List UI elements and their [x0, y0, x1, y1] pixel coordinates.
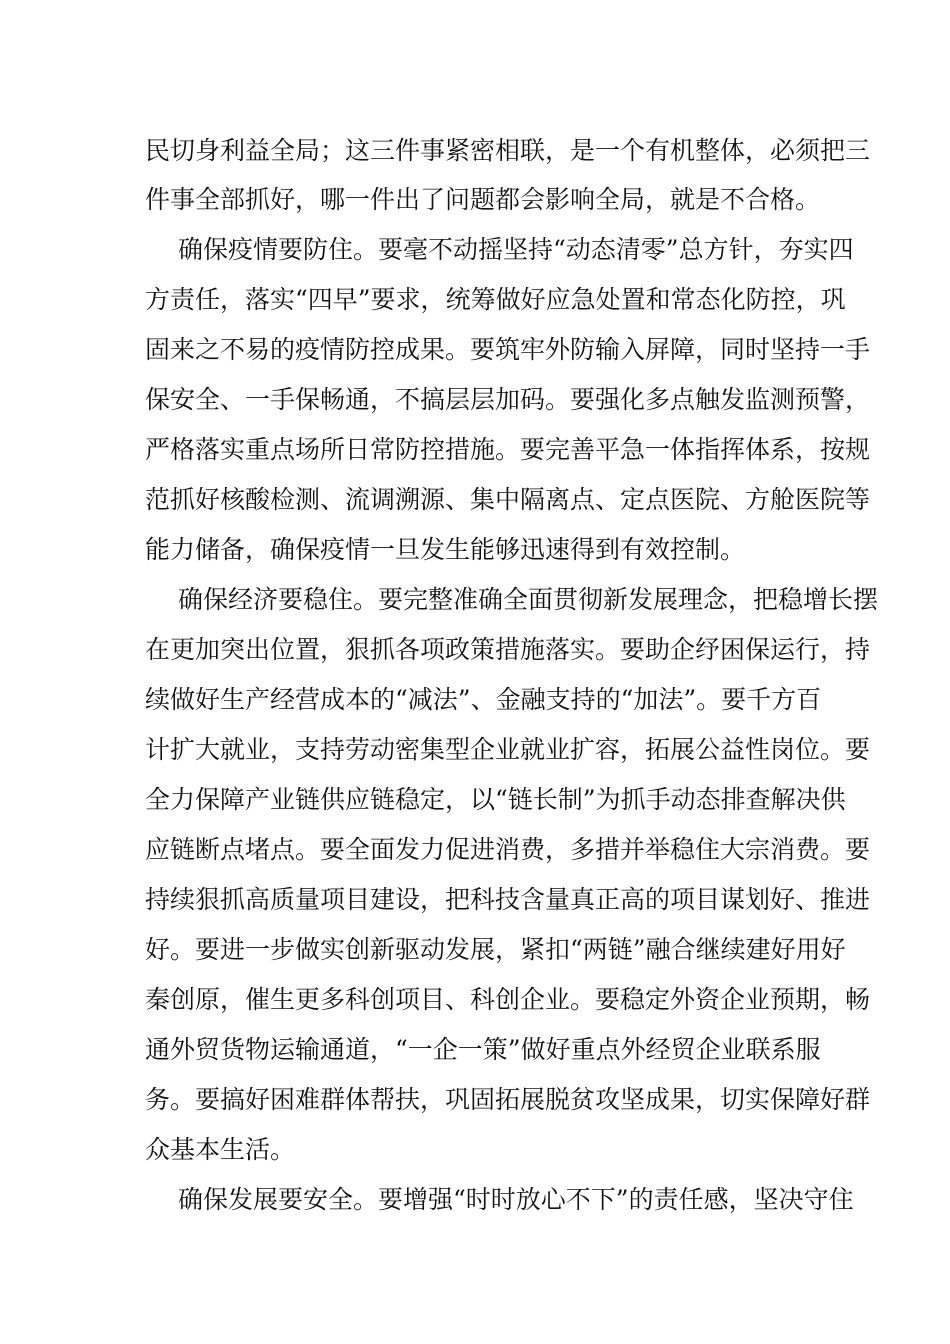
paragraph-first-line: 确保发展要安全。要增强“时时放心不下”的责任感，坚决守住: [178, 1185, 854, 1214]
body-line: 固来之不易的疫情防控成果。要筑牢外防输入屏障，同时坚持一手: [145, 335, 871, 364]
body-line: 在更加突出位置，狠抓各项政策措施落实。要助企纾困保运行，持: [145, 635, 871, 664]
body-line: 应链断点堵点。要全面发力促进消费，多措并举稳住大宗消费。要: [145, 835, 871, 864]
body-line: 秦创原，催生更多科创项目、科创企业。要稳定外资企业预期，畅: [145, 985, 871, 1014]
body-line: 通外贸货物运输通道，“一企一策”做好重点外经贸企业联系服: [145, 1035, 821, 1064]
body-line: 务。要搞好困难群体帮扶，巩固拓展脱贫攻坚成果，切实保障好群: [145, 1085, 871, 1114]
body-line: 民切身利益全局；这三件事紧密相联，是一个有机整体，必须把三: [145, 136, 871, 165]
body-line: 方责任，落实“四早”要求，统筹做好应急处置和常态化防控，巩: [145, 285, 846, 314]
body-line: 能力储备，确保疫情一旦发生能够迅速得到有效控制。: [145, 535, 746, 564]
paragraph-first-line: 确保经济要稳住。要完整准确全面贯彻新发展理念，把稳增长摆: [178, 585, 879, 614]
body-line: 持续狠抓高质量项目建设，把科技含量真正高的项目谋划好、推进: [145, 885, 871, 914]
body-line: 严格落实重点场所日常防控措施。要完善平急一体指挥体系，按规: [145, 435, 871, 464]
body-line: 全力保障产业链供应链稳定，以“链长制”为抓手动态排查解决供: [145, 785, 846, 814]
body-line: 好。要进一步做实创新驱动发展，紧扣“两链”融合继续建好用好: [145, 935, 846, 964]
paragraph-first-line: 确保疫情要防住。要毫不动摇坚持“动态清零”总方针，夯实四: [178, 235, 854, 264]
body-line: 众基本生活。: [145, 1135, 296, 1164]
body-line: 范抓好核酸检测、流调溯源、集中隔离点、定点医院、方舱医院等: [145, 485, 871, 514]
body-line: 件事全部抓好，哪一件出了问题都会影响全局，就是不合格。: [145, 185, 821, 214]
body-line: 续做好生产经营成本的“减法”、金融支持的“加法”。要千方百: [145, 685, 822, 714]
body-line: 计扩大就业，支持劳动密集型企业就业扩容，拓展公益性岗位。要: [145, 735, 871, 764]
body-line: 保安全、一手保畅通，不搞层层加码。要强化多点触发监测预警，: [145, 385, 871, 414]
